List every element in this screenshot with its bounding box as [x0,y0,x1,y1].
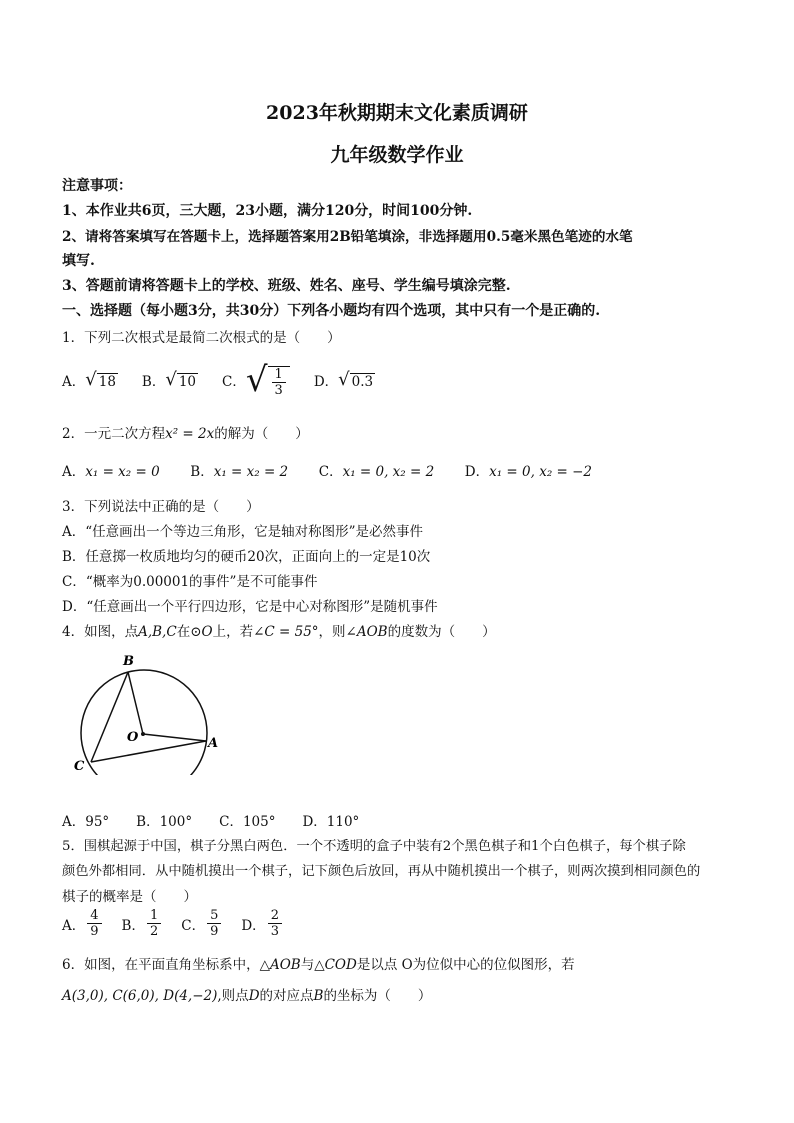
notes-item-1: 1、本作业共6页，三大题，23小题，满分120分，时间100分钟. [62,203,473,219]
q2-option-c-label: C． [318,464,343,480]
question-5-line-3: 棋子的概率是（ ） [62,889,197,905]
document-subtitle: 九年级数学作业 [330,144,464,166]
question-4-stem: 4．如图，点A,B,C在⊙O上，若∠C = 55°，则∠AOB的度数为（ ） [62,624,496,640]
question-3-option-d: D．“任意画出一个平行四边形，它是中心对称图形”是随机事件 [62,599,438,615]
question-3-option-c: C．“概率为0.00001的事件”是不可能事件 [62,574,318,590]
circle-o [81,670,207,775]
q5-option-b-label: B． [121,917,145,934]
segment-oa [143,734,206,741]
section-1-heading: 一、选择题（每小题3分，共30分）下列各小题均有四个选项，其中只有一个是正确的. [62,303,601,319]
label-c: C [74,759,85,774]
segment-ob [128,672,143,734]
q2-equation: x² = 2x [165,426,215,442]
q5-option-c-fraction: $\frac{5}{9}$ [207,908,221,939]
center-point [141,732,145,736]
q2-option-a: x₁ = x₂ = 0 [85,464,160,480]
q2-option-d: x₁ = 0, x₂ = −2 [489,464,593,480]
q2-option-c: x₁ = 0, x₂ = 2 [342,464,435,480]
segment-bc [91,672,128,762]
label-b: B [123,654,134,669]
q2-option-d-label: D． [464,464,490,480]
q1-option-d-radical: √ 0.3 [338,368,374,390]
q2-option-b-label: B． [190,464,214,480]
q5-option-d-fraction: $\frac{2}{3}$ [268,908,282,939]
q6-coordinates: A(3,0), C(6,0), D(4,−2) [62,988,218,1004]
q2-option-a-label: A． [62,464,86,480]
q1-option-b-radical: √ 10 [165,368,197,390]
q1-option-c-label: C． [222,374,246,390]
q1-option-b-label: B． [141,374,166,390]
question-6-line-2: A(3,0), C(6,0), D(4,−2),则点D的对应点B的坐标为（ ） [62,988,432,1004]
q5-option-c-label: C． [181,917,206,934]
question-3-option-b: B．任意掷一枚质地均匀的硬币20次，正面向上的一定是10次 [62,549,431,565]
label-a: A [208,736,219,751]
question-6-line-1: 6．如图，在平面直角坐标系中，△AOB与△COD是以点 O为位似中心的位似图形，若 [62,957,575,973]
question-2-options [62,460,592,480]
question-5-line-1: 5．围棋起源于中国，棋子分黑白两色．一个不透明的盒子中装有2个黑色棋子和1个白色棋子，每个棋子除 [62,839,686,854]
question-2-stem: 2．一元二次方程x² = 2x的解为（ ） [62,426,309,442]
q2-option-b: x₁ = x₂ = 2 [213,464,289,480]
q1-option-a-radical: √ 18 [85,368,116,390]
q1-option-d-label: D． [313,374,339,390]
notes-item-2: 2、请将答案填写在答题卡上，选择题答案用2B铅笔填涂，非选择题用0.5毫米黑色笔迹的水笔 [62,229,633,245]
q1-option-c-radical: √ $\frac{1}{3}$ [246,362,290,398]
question-1-options [62,362,375,398]
question-5-options [62,908,284,939]
question-5-line-2: 颜色外都相同．从中随机摸出一个棋子，记下颜色后放回，再从中随机摸出一个棋子，则两次摸到相同颜色的 [62,864,701,879]
q5-option-b-fraction: $\frac{1}{2}$ [147,908,161,939]
q5-option-d-label: D． [241,917,266,934]
question-4-options: A．95° B．100° C．105° D．110° [62,814,360,830]
q1-option-a-label: A． [62,374,86,390]
notes-item-3: 3、答题前请将答题卡上的学校、班级、姓名、座号、学生编号填涂完整. [62,278,511,294]
question-1-stem: 1．下列二次根式是最简二次根式的是（ ） [62,330,341,346]
question-3-option-a: A．“任意画出一个等边三角形，它是轴对称图形”是必然事件 [62,524,424,540]
q5-option-a-label: A． [62,917,86,934]
notes-heading: 注意事项： [62,178,132,194]
question-3-stem: 3．下列说法中正确的是（ ） [62,499,260,515]
document-title: 2023年秋期期末文化素质调研 [266,102,528,124]
segment-ca [91,741,206,762]
label-o: O [127,730,139,745]
q4-circle-figure [66,650,226,775]
q5-option-a-fraction: $\frac{4}{9}$ [87,908,101,939]
notes-item-2-cont: 填写. [62,253,95,269]
